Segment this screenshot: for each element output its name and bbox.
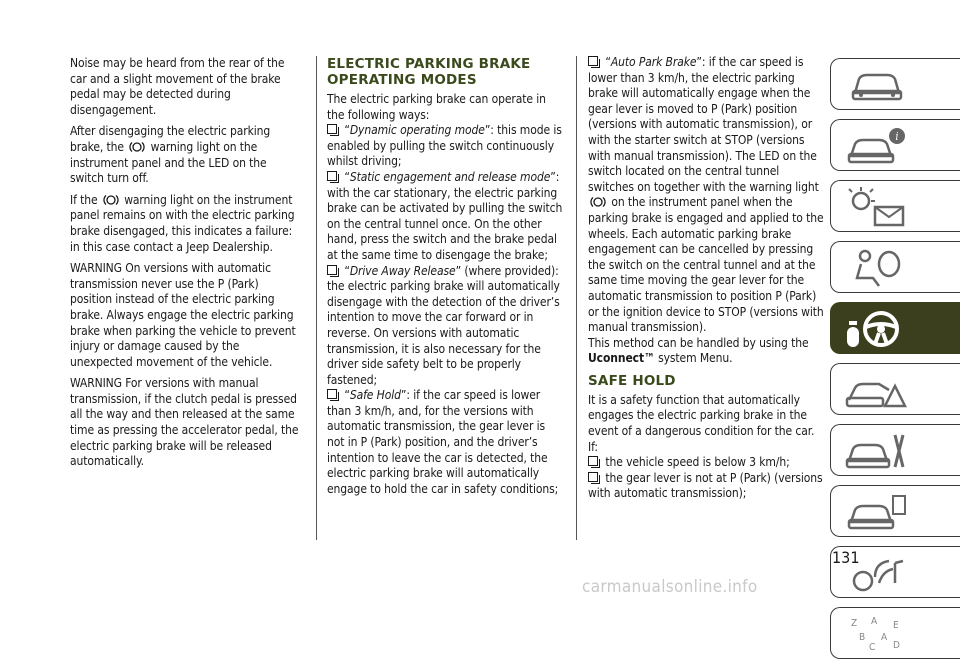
- svg-text:A: A: [871, 616, 878, 627]
- bullet-box-icon: [327, 389, 337, 399]
- bullet-box-icon: [588, 472, 598, 482]
- section-heading-safe-hold: SAFE HOLD: [588, 372, 676, 389]
- column-divider-1: [316, 56, 317, 540]
- list-item-speed: the vehicle speed is below 3 km/h;: [588, 455, 825, 471]
- svg-text:i: i: [895, 130, 899, 143]
- warning-automatic: WARNING On versions with automatic transmission never use the P (Park) position instead of the electric parking brake. Always engage the electric parking brake when parking the vehicle to prevent injury or damage caused by the unexpected movement of the vehicle.: [70, 261, 296, 369]
- bullet-box-icon: [588, 456, 598, 466]
- text-column-2: [327, 56, 565, 497]
- paragraph-method: This method can be handled by using the Uconnect™ system Menu.: [588, 335, 809, 366]
- car-specs-icon: [845, 492, 909, 532]
- car-info-icon: [845, 126, 909, 166]
- car-tools-icon: [845, 431, 909, 471]
- paragraph-noise: Noise may be heard from the rear of the car and a slight movement of the brake pedal may be detected during disengagement.: [70, 56, 285, 117]
- tab-safety[interactable]: [830, 180, 960, 232]
- list-item-static: “Static engagement and release mode”: with the car stationary, the electric parking brake can be activated by pulling the switch on the central tunnel once. On the other hand, press the switch and the brake pedal at the same time to disengage the brake;: [327, 169, 563, 262]
- page-number: 131: [832, 548, 860, 567]
- tab-knowing-vehicle[interactable]: [830, 58, 960, 110]
- tab-starting-driving[interactable]: [830, 302, 960, 354]
- column-divider-2: [576, 56, 577, 540]
- bullet-box-icon: [327, 124, 337, 134]
- list-item-auto-park: “Auto Park Brake”: if the car speed is lower than 3 km/h, the electric parking brake will automatically engage when the gear lever is moved to P (Park) position (versions with automatic transmission), or with the starter switch at STOP (versions with manual transmission). The LED on the switch located on the central tunnel switches on together with the warning light on the instrument panel when the parking brake is engaged and applied to the wheels. Each automatic parking brake engagement can be cancelled by pressing the switch on the central tunnel and at the same time moving the gear lever for the automatic transmission to position P (Park) or the ignition device to STOP (versions with manual transmission).: [588, 55, 824, 335]
- paragraph-disengage: After disengaging the electric parking brake, the warning light on the instrument panel and the LED on the switch turn off.: [70, 124, 271, 186]
- list-item-drive-away: “Drive Away Release” (where provided): the electric parking brake will automatically disengage with the detection of the driver’s intention to move the car forward or in reverse. On versions with automatic transmission, it is also necessary for the driver side safety belt to be properly fastened;: [327, 263, 560, 387]
- chapter-tabs: [830, 58, 960, 668]
- parking-brake-warning-icon: [590, 196, 606, 208]
- svg-text:B: B: [859, 632, 866, 643]
- text-column-3: [588, 55, 825, 502]
- bullet-box-icon: [588, 56, 598, 66]
- alphabet-index-icon: [845, 614, 909, 654]
- paragraph-failure: If the warning light on the instrument panel remains on with the electric parking brake disengaged, this indicates a failure: in this case contact a Jeep Dealership.: [70, 192, 295, 254]
- svg-text:A: A: [881, 632, 888, 643]
- car-breakdown-icon: [845, 370, 909, 410]
- svg-text:C: C: [869, 642, 876, 653]
- svg-text:E: E: [893, 620, 899, 631]
- bullet-box-icon: [327, 171, 337, 181]
- section-heading-operating-modes: ELECTRIC PARKING BRAKE OPERATING MODES: [327, 56, 531, 88]
- paragraph-safe-hold: It is a safety function that automatically engages the electric parking brake in the event of a dangerous condition for the car.: [588, 392, 815, 439]
- seat-airbag-icon: [845, 248, 909, 288]
- paragraph-intro: The electric parking brake can operate in the following ways:: [327, 92, 546, 122]
- list-item-dynamic: “Dynamic operating mode”: this mode is enabled by pulling the switch continuously whilst driving;: [327, 123, 562, 169]
- bullet-box-icon: [327, 265, 337, 275]
- tab-dashboard[interactable]: [830, 119, 960, 171]
- parking-brake-warning-icon: [129, 141, 145, 153]
- watermark: carmanualsonline.info: [582, 577, 758, 597]
- tab-airbag[interactable]: [830, 241, 960, 293]
- light-envelope-icon: [845, 187, 909, 227]
- tab-technical-data[interactable]: [830, 485, 960, 537]
- svg-text:D: D: [893, 640, 900, 651]
- list-item-gear: the gear lever is not at P (Park) (versions with automatic transmission);: [588, 470, 823, 501]
- svg-text:Z: Z: [851, 618, 858, 629]
- tab-emergency[interactable]: [830, 363, 960, 415]
- key-steering-wheel-icon: [845, 309, 909, 349]
- car-front-icon: [845, 65, 909, 105]
- tab-servicing[interactable]: [830, 424, 960, 476]
- tab-index[interactable]: [830, 607, 960, 659]
- list-item-safe-hold: “Safe Hold”: if the car speed is lower than 3 km/h, and, for the versions with automatic transmission, the gear lever is not in P (Park) position, and the driver’s intention to leave the car is detected, the electric parking brake will automatically engage to hold the car in safety conditions;: [327, 388, 559, 496]
- text-column-1: [70, 56, 302, 476]
- warning-manual: WARNING For versions with manual transmission, if the clutch pedal is pressed all the way and then released at the same time as pressing the accelerator pedal, the electric parking brake will be released automatically.: [70, 376, 299, 469]
- paragraph-if: If:: [588, 439, 598, 454]
- parking-brake-warning-icon: [103, 194, 119, 206]
